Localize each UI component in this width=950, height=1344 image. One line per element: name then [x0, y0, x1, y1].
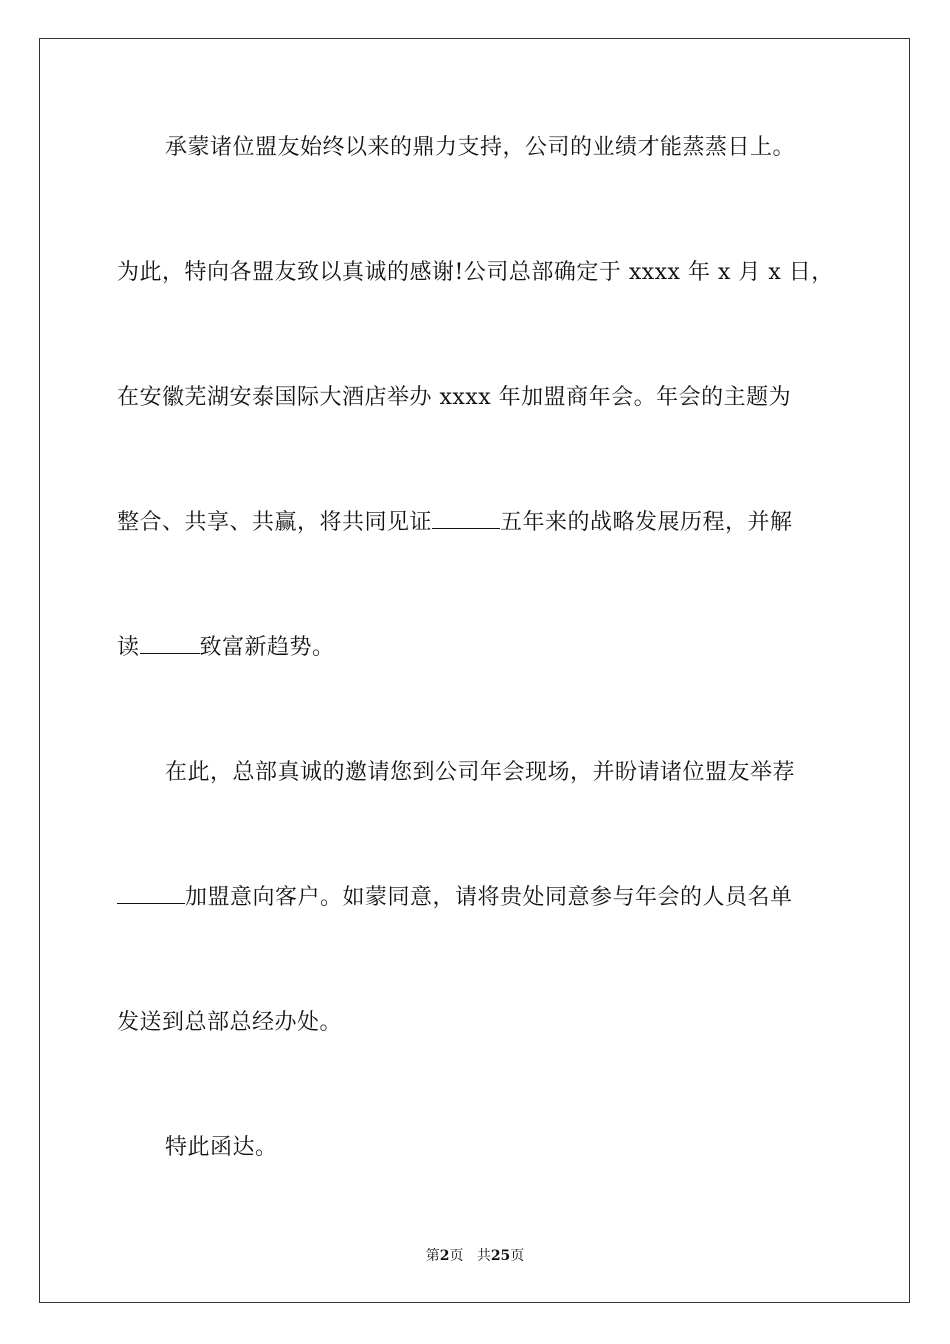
paragraph-2-line-1: 在此，总部真诚的邀请您到公司年会现场，并盼请诸位盟友举荐: [165, 760, 796, 785]
page-suffix: 页: [449, 1248, 464, 1264]
page-footer: [0, 1246, 950, 1266]
fill-in-blank: [432, 508, 500, 529]
fill-in-blank: [140, 633, 200, 654]
paragraph-1-line-2: 为此，特向各盟友致以真诚的感谢!公司总部确定于 xxxx 年 x 月 x 日，: [117, 260, 834, 285]
fill-in-blank: [117, 883, 185, 904]
paragraph-3-line-1: 特此函达。: [165, 1135, 278, 1160]
paragraph-1-line-4: [117, 508, 793, 538]
total-suffix: 页: [510, 1248, 525, 1264]
paragraph-1-line-5: [117, 633, 335, 663]
paragraph-2-line-3: 发送到总部总经办处。: [117, 1010, 343, 1035]
line-5-text-after: 致富新趋势。: [199, 635, 335, 660]
total-pages: 25: [490, 1248, 511, 1264]
line-4-text-after: 五年来的战略发展历程，并解: [500, 510, 793, 535]
paragraph-1-line-1: 承蒙诸位盟友始终以来的鼎力支持，公司的业绩才能蒸蒸日上。: [165, 135, 796, 160]
paragraph-2-line-2: [117, 883, 793, 913]
page-border: [39, 38, 910, 1303]
line-5-text-before: 读: [117, 635, 140, 660]
paragraph-1-line-3: 在安徽芜湖安泰国际大酒店举办 xxxx 年加盟商年会。年会的主题为: [117, 385, 792, 410]
total-prefix: 共: [476, 1248, 491, 1264]
page-number: 2: [439, 1248, 450, 1264]
line-4-text-before: 整合、共享、共赢，将共同见证: [117, 510, 433, 535]
line-2-text-after: 加盟意向客户。如蒙同意，请将贵处同意参与年会的人员名单: [185, 885, 793, 910]
page-prefix: 第: [425, 1248, 440, 1264]
